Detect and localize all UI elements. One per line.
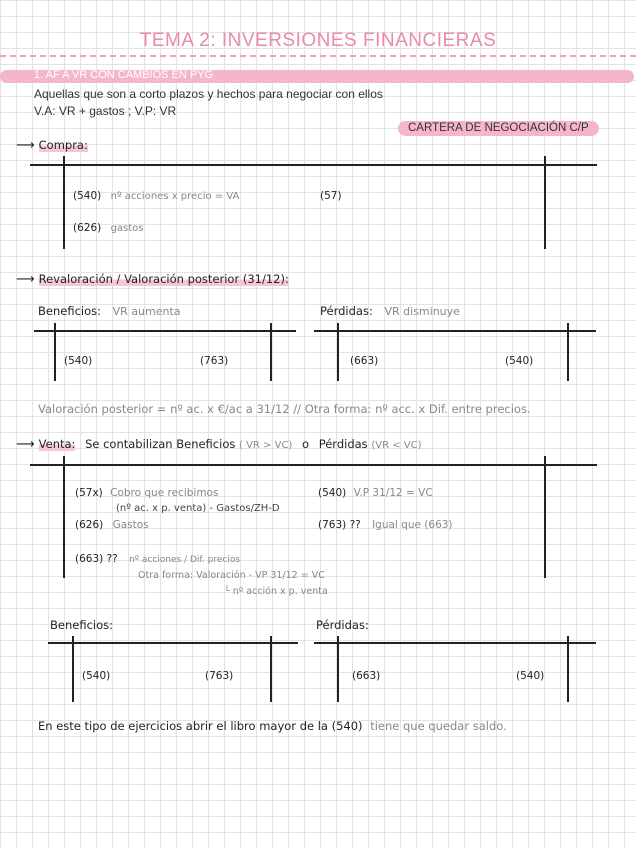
venta-debit-entry-3-detail-2: └ nº acción x p. venta xyxy=(224,586,328,597)
entry-note: nº acciones x precio = VA xyxy=(110,191,240,202)
beneficios-label xyxy=(38,304,181,318)
account-code: (663) ?? xyxy=(75,553,118,565)
perdidas-label xyxy=(320,304,460,318)
beneficios-t-account-top xyxy=(34,330,296,332)
venta-beneficios-t-left-border xyxy=(72,636,74,702)
perdidas-t-left-border xyxy=(337,323,339,381)
perdidas-credit-entry: (540) xyxy=(505,355,534,367)
venta-beneficios-t-top xyxy=(48,642,298,644)
venta-debit-entry-1 xyxy=(75,487,218,499)
label-text: Beneficios: xyxy=(38,304,101,318)
entry-note: gastos xyxy=(110,223,144,234)
account-code: (540) xyxy=(318,487,347,499)
venta-debit-entry-2 xyxy=(75,519,149,531)
venta-heading-perdidas: Pérdidas xyxy=(318,437,368,451)
compra-debit-entry-1 xyxy=(73,190,239,202)
entry-note: Igual que (663) xyxy=(372,519,453,531)
entry-note: V.P 31/12 = VC xyxy=(353,487,433,499)
venta-credit-entry-1 xyxy=(318,487,433,499)
venta-heading xyxy=(16,437,421,452)
account-code: (763) ?? xyxy=(318,519,361,531)
venta-credit-entry-2 xyxy=(318,519,453,531)
venta-perdidas-label: Pérdidas: xyxy=(316,618,369,632)
venta-perdidas-t-top xyxy=(314,642,596,644)
venta-t-left-border xyxy=(63,456,65,578)
arrow-icon: ⟶ xyxy=(16,272,35,287)
venta-heading-text: Se contabilizan Beneficios xyxy=(85,437,236,451)
perdidas-t-account-top xyxy=(314,330,596,332)
revaloracion-heading-text: Revaloración / Valoración posterior (31/12): xyxy=(38,272,289,286)
arrow-icon: ⟶ xyxy=(16,437,35,452)
venta-beneficios-label: Beneficios: xyxy=(50,618,113,632)
venta-heading-condition-1: ( VR > VC) xyxy=(239,440,293,451)
beneficios-debit-entry: (540) xyxy=(64,355,93,367)
venta-debit-entry-3-detail-1: Otra forma: Valoración - VP 31/12 = VC xyxy=(138,570,325,581)
closing-note-tail: tiene que quedar saldo. xyxy=(370,719,507,733)
closing-note-main: En este tipo de ejercicios abrir el libro mayor de la (540) xyxy=(38,719,363,733)
venta-t-account-top xyxy=(30,464,597,466)
venta-debit-entry-1-detail: (nº ac. x p. venta) - Gastos/ZH-D xyxy=(116,503,280,514)
venta-heading-or: o xyxy=(302,437,310,451)
compra-t-account-left-border xyxy=(63,156,65,249)
revaloracion-heading xyxy=(16,272,289,287)
title-divider xyxy=(0,55,636,57)
section-heading: 1. AF A VR CON CAMBIOS EN PYG xyxy=(34,69,214,81)
entry-note: Gastos xyxy=(112,519,149,531)
beneficios-credit-entry: (763) xyxy=(200,355,229,367)
compra-debit-entry-2 xyxy=(73,222,144,234)
closing-note xyxy=(38,719,507,733)
label-text: Pérdidas: xyxy=(320,304,373,318)
account-code: (540) xyxy=(73,190,102,202)
compra-credit-entry-1: (57) xyxy=(320,190,342,202)
account-code: (626) xyxy=(75,519,104,531)
label-note: VR disminuye xyxy=(384,305,460,318)
beneficios-t-left-border xyxy=(54,323,56,381)
account-code: (626) xyxy=(73,222,102,234)
intro-line-1: Aquellas que son a corto plazos y hechos para negociar con ellos xyxy=(34,87,383,101)
perdidas-debit-entry: (663) xyxy=(350,355,379,367)
venta-t-right-border xyxy=(544,456,546,578)
compra-t-account-top xyxy=(30,164,597,166)
perdidas-t-right-border xyxy=(567,323,569,381)
compra-heading xyxy=(16,138,88,153)
page-title: TEMA 2: INVERSIONES FINANCIERAS xyxy=(139,30,497,51)
account-code: (57x) xyxy=(75,487,103,499)
venta-perdidas-debit-entry: (663) xyxy=(352,670,381,682)
entry-note: Cobro que recibimos xyxy=(110,487,219,499)
venta-beneficios-debit-entry: (540) xyxy=(82,670,111,682)
arrow-icon: ⟶ xyxy=(16,138,35,153)
intro-line-2: V.A: VR + gastos ; V.P: VR xyxy=(34,104,177,118)
beneficios-t-right-border xyxy=(270,323,272,381)
venta-heading-condition-2: (VR < VC) xyxy=(371,440,422,451)
entry-note: nº acciones / Dif. precios xyxy=(129,555,241,565)
compra-t-account-right-border xyxy=(544,156,546,249)
venta-perdidas-t-right-border xyxy=(567,636,569,702)
venta-perdidas-t-left-border xyxy=(337,636,339,702)
compra-heading-text: Compra: xyxy=(38,138,88,152)
venta-perdidas-credit-entry: (540) xyxy=(516,670,545,682)
venta-beneficios-credit-entry: (763) xyxy=(205,670,234,682)
valoracion-formula: Valoración posterior = nº ac. x €/ac a 31/12 // Otra forma: nº acc. x Dif. entre precios. xyxy=(38,402,531,416)
label-note: VR aumenta xyxy=(112,305,181,318)
venta-beneficios-t-right-border xyxy=(270,636,272,702)
venta-heading-label: Venta: xyxy=(38,437,76,451)
category-badge: CARTERA DE NEGOCIACIÓN C/P xyxy=(398,121,599,136)
venta-debit-entry-3 xyxy=(75,553,240,565)
